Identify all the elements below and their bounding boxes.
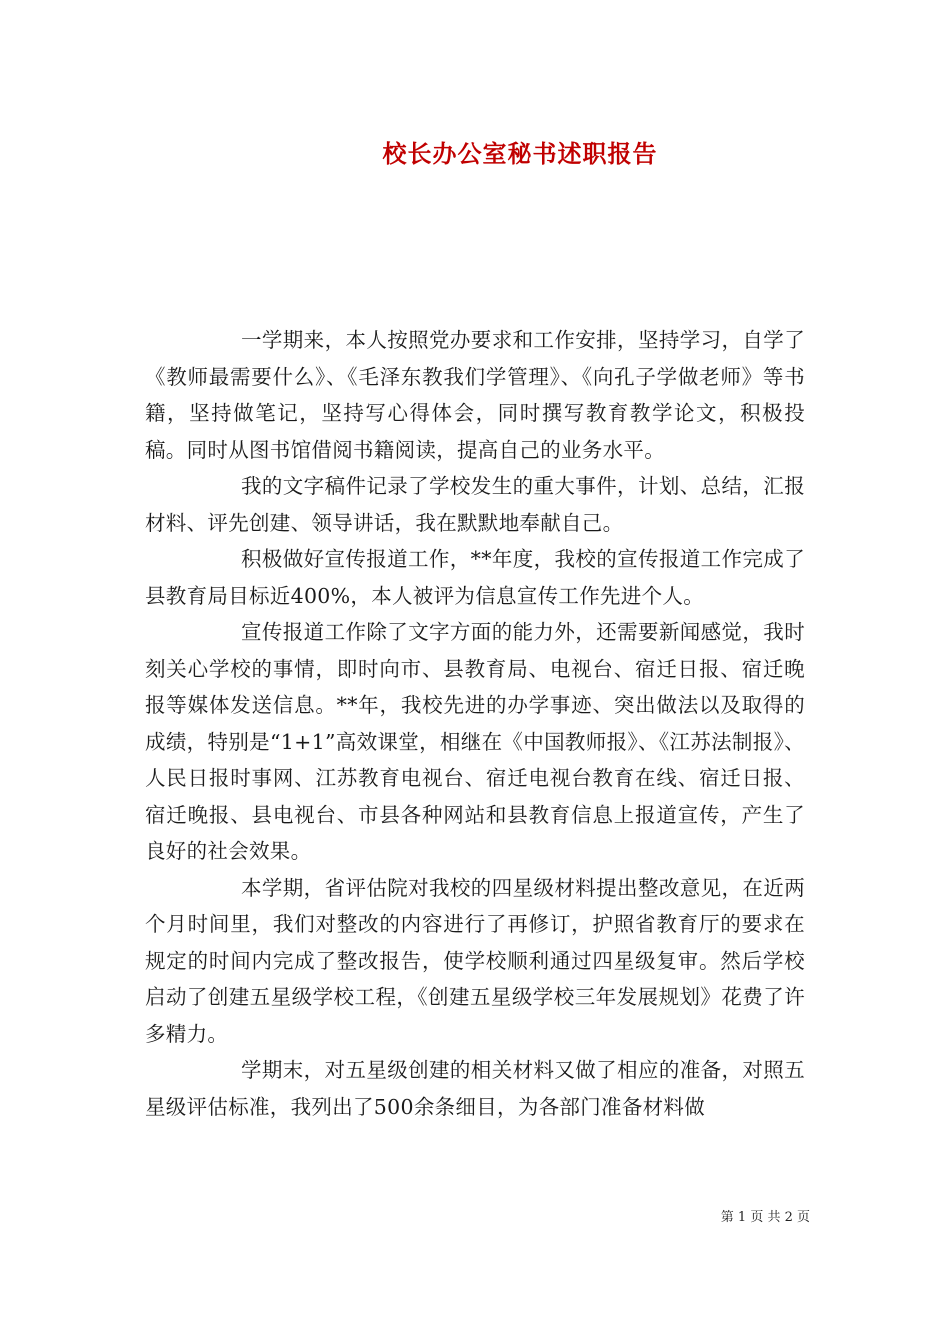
paragraph-manuscripts: 我的文字稿件记录了学校发生的重大事件，计划、总结，汇报材料、评先创建、领导讲话，我在默默地奉献自己。 [145, 474, 805, 535]
paragraph-semester-end: 学期末，对五星级创建的相关材料又做了相应的准备，对照五星级评估标准，我列出了500余条细目，为各部门准备材料做 [145, 1058, 805, 1119]
page-footer: 第 1 页 共 2 页 [720, 1210, 810, 1225]
paragraph-study: 一学期来，本人按照党办要求和工作安排，坚持学习，自学了《教师最需要什么》、《毛泽东教我们学管理》、《向孔子学做老师》等书籍，坚持做笔记，坚持写心得体会，同时撰写教育教学论文，积极投稿。同时从图书馆借阅书籍阅读，提高自己的业务水平。 [145, 328, 805, 462]
document-body [145, 322, 805, 1125]
paragraph-news-reporting: 宣传报道工作除了文字方面的能力外，还需要新闻感觉，我时刻关心学校的事情，即时向市、县教育局、电视台、宿迁日报、宿迁晚报等媒体发送信息。**年，我校先进的办学事迹、突出做法以及取得的成绩，特别是“1+1”高效课堂，相继在《中国教师报》、《江苏法制报》、人民日报时事网、江苏教育电视台、宿迁电视台教育在线、宿迁日报、宿迁晚报、县电视台、市县各种网站和县教育信息上报道宣传，产生了良好的社会效果。 [145, 620, 805, 863]
paragraph-rectification: 本学期，省评估院对我校的四星级材料提出整改意见，在近两个月时间里，我们对整改的内容进行了再修订，护照省教育厅的要求在规定的时间内完成了整改报告，使学校顺利通过四星级复审。然后学校启动了创建五星级学校工程，《创建五星级学校三年发展规划》花费了许多精力。 [145, 875, 805, 1046]
paragraph-publicity: 积极做好宣传报道工作，**年度，我校的宣传报道工作完成了县教育局目标近400%，本人被评为信息宣传工作先进个人。 [145, 547, 805, 608]
document-title: 校长办公室秘书述职报告 [382, 140, 658, 168]
